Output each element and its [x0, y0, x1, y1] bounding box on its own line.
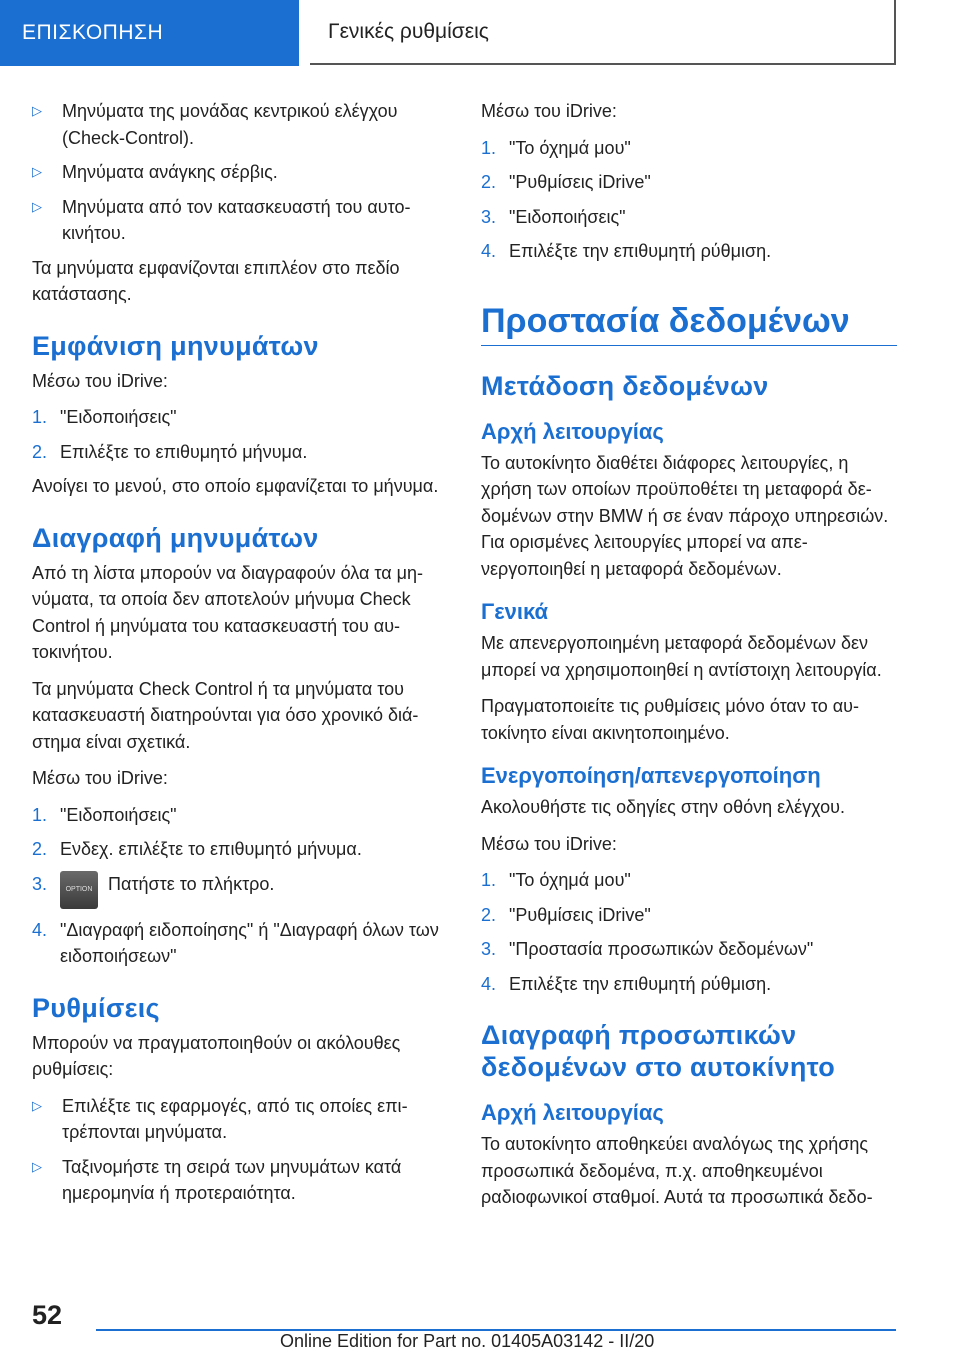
heading-principle: Αρχή λειτουργίας — [481, 418, 664, 444]
page-number: 52 — [32, 1300, 63, 1330]
heading-show-messages: Εμφάνιση μηνυμάτων — [32, 330, 319, 361]
triangle-bullet-icon: ▷ — [32, 1097, 42, 1113]
list-item: ▷ Επιλέξτε τις εφαρμογές, από τις οποίες επιτρέπονται μηνύματα. — [32, 1093, 450, 1146]
step-item: 4. "Διαγραφή ειδοποίησης" ή "Διαγραφή όλων των ειδοποιήσεων" — [32, 919, 439, 966]
step-item: 1. "Ειδοποιήσεις" — [32, 804, 177, 825]
list-item: ▷ Μηνύματα ανάγκης σέρβις. — [32, 159, 450, 186]
paragraph: Το αυτοκίνητο αποθηκεύει αναλόγως της χρήσης προσωπικά δεδομένα, π.χ. αποθηκευμένοι ραδιοφωνικοί σταθμοί. Αυτά τα προσωπικά δεδο- — [481, 1134, 873, 1207]
step-item: 4. Επιλέξτε την επιθυμητή ρύθμιση. — [481, 973, 772, 994]
step-item: 1. "Το όχημά μου" — [481, 137, 631, 158]
paragraph: Ακολουθήστε τις οδηγίες στην οθόνη ελέγχου. — [481, 797, 845, 817]
list-item: ▷ Μηνύματα από τον κατασκευαστή του αυτοκινήτου. — [32, 194, 450, 247]
footer-edition: Online Edition for Part no. 01405A03142 - II/20 — [280, 1331, 655, 1351]
section-title: Γενικές ρυθμίσεις — [310, 0, 896, 65]
heading-delete-personal-data: Διαγραφή προσωπικών δεδομένων στο αυτοκίνητο — [481, 1020, 836, 1082]
paragraph: Το αυτοκίνητο διαθέτει διάφορες λειτουργίες, η χρήση των οποίων προϋποθέτει τη μεταφορά δεδομένων στην BMW ή σε έναν πάροχο υπηρεσιών. Για ορισμένες λειτουργίες μπορεί να απενεργοποιηθεί η μεταφορά δεδομένων. — [481, 452, 889, 579]
list-item: ▷ Μηνύματα της μονάδας κεντρικού ελέγχου (Check-Control). — [32, 98, 450, 151]
step-item: 3. OPTION Πατήστε το πλήκτρο. — [32, 871, 450, 909]
paragraph: Από τη λίστα μπορούν να διαγραφούν όλα τα μηνύματα, τα οποία δεν αποτελούν μήνυμα Check Control ή μηνύματα του κατασκευαστή του αυτοκινήτου. — [32, 562, 424, 662]
triangle-bullet-icon: ▷ — [32, 103, 42, 118]
heading-activate-deactivate: Ενεργοποίηση/απενεργοποίηση — [481, 763, 821, 788]
paragraph: Τα μηνύματα εμφανίζονται επιπλέον στο πεδίο κατάστασης. — [32, 257, 400, 304]
step-item: 2. "Ρυθμίσεις iDrive" — [481, 904, 651, 925]
step-item: 3. "Προστασία προσωπικών δεδομένων" — [481, 939, 814, 959]
paragraph: Μπορούν να πραγματοποιηθούν οι ακόλουθες ρυθμίσεις: — [32, 1032, 401, 1079]
paragraph: Με απενεργοποιημένη μεταφορά δεδομένων δεν μπορεί να χρησιμοποιηθεί η αντίστοιχη λειτουργία. — [481, 633, 882, 680]
paragraph: Ανοίγει το μενού, στο οποίο εμφανίζεται το μήνυμα. — [32, 476, 439, 496]
step-item: 2. Ενδεχ. επιλέξτε το επιθυμητό μήνυμα. — [32, 839, 362, 859]
paragraph: Μέσω του iDrive: — [481, 101, 617, 121]
step-item: 2. Επιλέξτε το επιθυμητό μήνυμα. — [32, 441, 308, 462]
right-column — [481, 98, 897, 1221]
triangle-bullet-icon: ▷ — [32, 1158, 42, 1174]
paragraph: Μέσω του iDrive: — [32, 370, 168, 391]
step-item: 3. "Ειδοποιήσεις" — [481, 206, 626, 227]
heading-data-transfer: Μετάδοση δεδομένων — [481, 370, 769, 401]
step-item: 2. "Ρυθμίσεις iDrive" — [481, 172, 651, 192]
heading-principle: Αρχή λειτουργίας — [481, 1100, 664, 1125]
paragraph: Τα μηνύματα Check Control ή τα μηνύματα του κατασκευαστή διατηρούνται για όσο χρονικό διάστημα είναι σχετικά. — [32, 678, 419, 752]
chapter-tab: ΕΠΙΣΚΟΠΗΣΗ — [0, 0, 299, 66]
heading-delete-messages: Διαγραφή μηνυμάτων — [32, 522, 319, 553]
step-item: 4. Επιλέξτε την επιθυμητή ρύθμιση. — [481, 241, 772, 261]
step-item: 1. "Το όχημά μου" — [481, 870, 631, 890]
step-item: 1. "Ειδοποιήσεις" — [32, 407, 177, 427]
heading-general: Γενικά — [481, 599, 549, 624]
paragraph: Μέσω του iDrive: — [481, 833, 617, 854]
option-button-icon: OPTION — [60, 871, 98, 909]
heading-settings: Ρυθμίσεις — [32, 992, 160, 1023]
triangle-bullet-icon: ▷ — [32, 164, 42, 179]
paragraph: Πραγματοποιείτε τις ρυθμίσεις μόνο όταν το αυτοκίνητο είναι ακινητοποιημένο. — [481, 696, 859, 743]
list-item: ▷ Ταξινομήστε τη σειρά των μηνυμάτων κατά ημερομηνία ή προτεραιότητα. — [32, 1154, 450, 1207]
heading-data-protection: Προστασία δεδομένων — [481, 299, 897, 346]
paragraph: Μέσω του iDrive: — [32, 768, 168, 788]
left-column — [32, 98, 450, 1215]
triangle-bullet-icon: ▷ — [32, 198, 42, 214]
